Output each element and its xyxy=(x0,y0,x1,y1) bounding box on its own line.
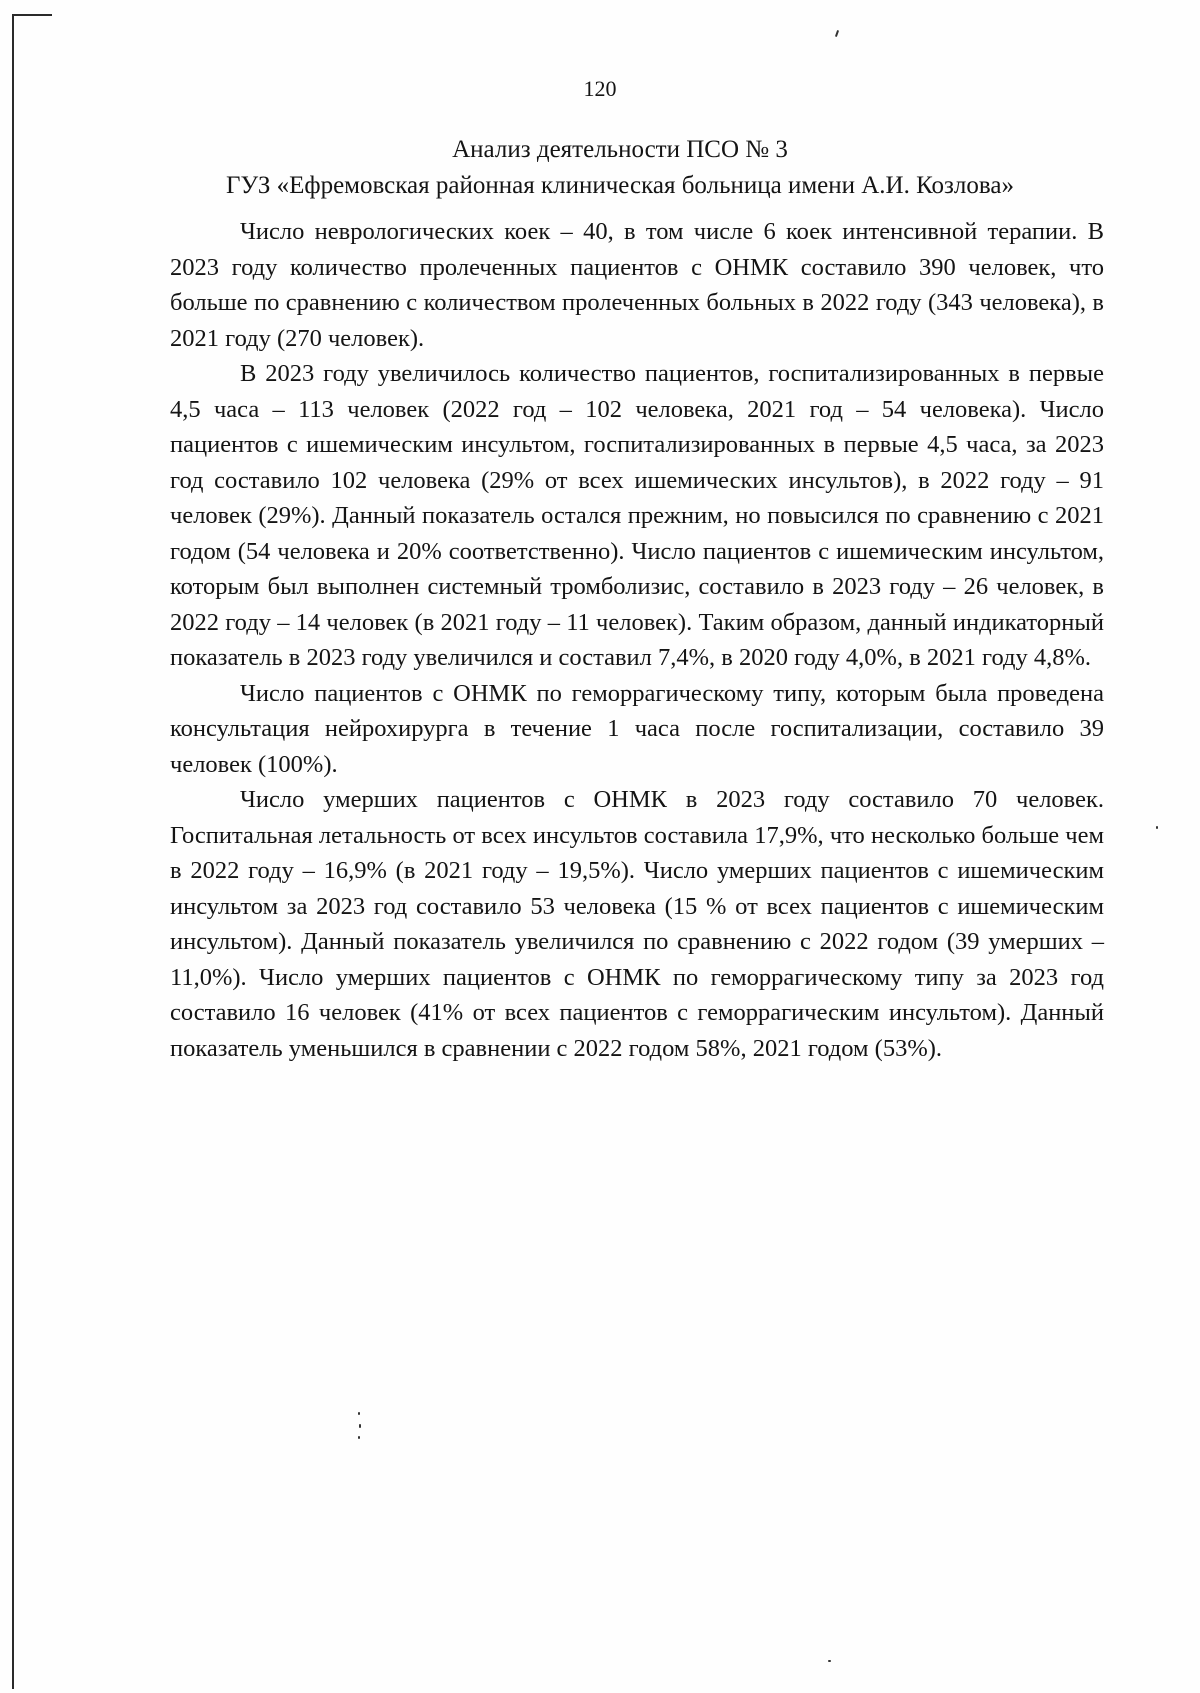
page-number: 120 xyxy=(583,76,617,101)
document-body xyxy=(170,214,1104,1066)
scan-speck xyxy=(1156,826,1158,829)
scan-speck xyxy=(358,1412,360,1415)
scan-speck xyxy=(358,1436,360,1439)
document-subtitle: ГУЗ «Ефремовская районная клиническая больница имени А.И. Козлова» xyxy=(226,172,1014,199)
document-title: Анализ деятельности ПСО № 3 xyxy=(452,136,788,163)
scan-speck xyxy=(359,1424,361,1428)
scan-speck xyxy=(835,30,839,37)
paragraph-hospitalization: В 2023 году увеличилось количество пациентов, госпитализированных в первые 4,5 часа – 113 человек (2022 год – 102 человека, 2021 год – 54 человека). Число пациентов с ишемическим инсультом, госпитализированных в первые 4,5 часа, за 2023 год составило 102 человека (29% от всех ишемических инсультов), в 2022 году – 91 человек (29%). Данный показатель остался прежним, но повысился по сравнению с 2021 годом (54 человека и 20% соответственно). Число пациентов с ишемическим инсультом, которым был выполнен системный тромболизис, составило в 2023 году – 26 человек, в 2022 году – 14 человек (в 2021 году – 11 человек). Таким образом, данный индикаторный показатель в 2023 году увеличился и составил 7,4%, в 2020 году 4,0%, в 2021 году 4,8%. xyxy=(170,360,1104,671)
paragraph-mortality: Число умерших пациентов с ОНМК в 2023 году составило 70 человек. Госпитальная летальность от всех инсультов составила 17,9%, что несколько больше чем в 2022 году – 16,9% (в 2021 году – 19,5%). Число умерших пациентов с ишемическим инсультом за 2023 год составило 53 человека (15 % от всех пациентов с ишемическим инсультом). Данный показатель увеличился по сравнению с 2022 годом (39 умерших – 11,0%). Число умерших пациентов с ОНМК по геморрагическому типу за 2023 год составило 16 человек (41% от всех пациентов с геморрагическим инсультом). Данный показатель уменьшился в сравнении с 2022 годом 58%, 2021 годом (53%). xyxy=(170,786,1104,1062)
scan-speck xyxy=(828,1660,831,1662)
paragraph-neurosurgeon: Число пациентов с ОНМК по геморрагическому типу, которым была проведена консультация нейрохирурга в течение 1 часа после госпитализации, составило 39 человек (100%). xyxy=(170,679,1104,778)
scan-border-left xyxy=(12,14,14,1689)
scan-border-top xyxy=(12,14,52,16)
paragraph-beds: Число неврологических коек – 40, в том числе 6 коек интенсивной терапии. В 2023 году количество пролеченных пациентов с ОНМК составило 390 человек, что больше по сравнению с количеством пролеченных больных в 2022 году (343 человека), в 2021 году (270 человек). xyxy=(170,218,1104,352)
